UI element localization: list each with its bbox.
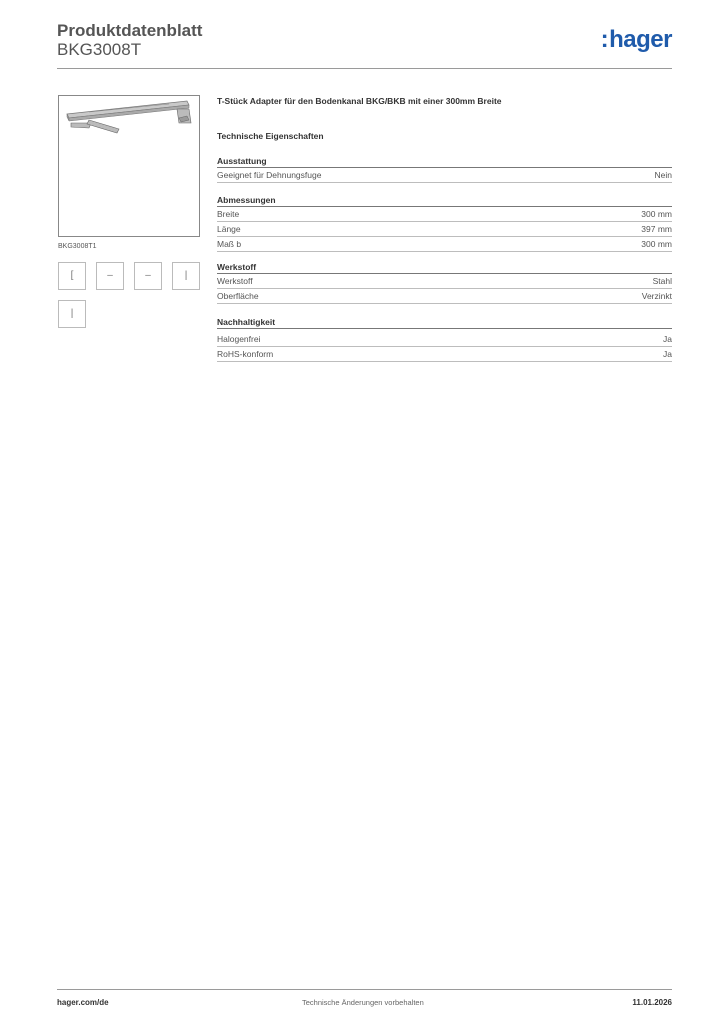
footer-notice: Technische Änderungen vorbehalten: [302, 998, 424, 1007]
row-label: Breite: [217, 209, 240, 219]
row-value: Stahl: [652, 276, 672, 286]
table-row: [217, 237, 672, 252]
table-row: [217, 347, 672, 362]
section-title: Nachhaltigkeit: [217, 316, 672, 329]
product-code: BKG3008T: [57, 40, 142, 59]
section-title: Ausstattung: [217, 155, 672, 168]
row-value: Ja: [663, 334, 672, 344]
logo-text: hager: [609, 26, 672, 53]
properties-heading: Technische Eigenschaften: [217, 131, 324, 141]
row-label: Werkstoff: [217, 276, 253, 286]
table-row: [217, 289, 672, 304]
image-caption: BKG3008T1: [58, 243, 97, 250]
row-label: RoHS-konform: [217, 349, 274, 359]
drawing-top-view-icon: –: [107, 270, 113, 281]
table-row: [217, 207, 672, 222]
logo-colon-icon: :: [600, 26, 609, 53]
section-nachhaltigkeit: [217, 316, 672, 362]
section-title: Abmessungen: [217, 194, 672, 207]
product-description: T-Stück Adapter für den Bodenkanal BKG/BKB mit einer 300mm Breite: [217, 96, 502, 106]
thumbnail-edge-view[interactable]: [172, 262, 200, 290]
footer-divider: [57, 989, 672, 990]
drawing-detail-view-icon: |: [70, 308, 74, 319]
drawing-edge-view-icon: |: [184, 270, 188, 281]
row-label: Halogenfrei: [217, 334, 261, 344]
table-row: [217, 274, 672, 289]
footer-date: 11.01.2026: [632, 998, 672, 1007]
footer-website-link[interactable]: hager.com/de: [57, 998, 109, 1007]
row-label: Oberfläche: [217, 291, 259, 301]
table-row: [217, 168, 672, 183]
row-label: Maß b: [217, 239, 242, 249]
row-value: 300 mm: [641, 239, 672, 249]
row-value: 397 mm: [641, 224, 672, 234]
drawing-front-view-icon: –: [145, 270, 151, 281]
product-image: [58, 95, 200, 237]
row-label: Länge: [217, 224, 241, 234]
row-value: Ja: [663, 349, 672, 359]
section-abmessungen: [217, 194, 672, 252]
table-row: [217, 332, 672, 347]
section-title: Werkstoff: [217, 261, 672, 274]
table-row: [217, 222, 672, 237]
section-ausstattung: [217, 155, 672, 183]
thumbnail-top-view[interactable]: [96, 262, 124, 290]
thumbnail-front-view[interactable]: [134, 262, 162, 290]
section-werkstoff: [217, 261, 672, 304]
row-value: 300 mm: [641, 209, 672, 219]
header-divider: [57, 68, 672, 69]
hager-logo: [601, 26, 672, 54]
row-label: Geeignet für Dehnungsfuge: [217, 170, 322, 180]
t-piece-adapter-product-image: [59, 96, 199, 236]
row-value: Verzinkt: [641, 291, 672, 301]
drawing-side-view-icon: [: [70, 270, 74, 281]
row-value: Nein: [654, 170, 672, 180]
thumbnail-side-view[interactable]: [58, 262, 86, 290]
thumbnail-detail-view[interactable]: [58, 300, 86, 328]
page-title: Produktdatenblatt: [57, 21, 203, 40]
